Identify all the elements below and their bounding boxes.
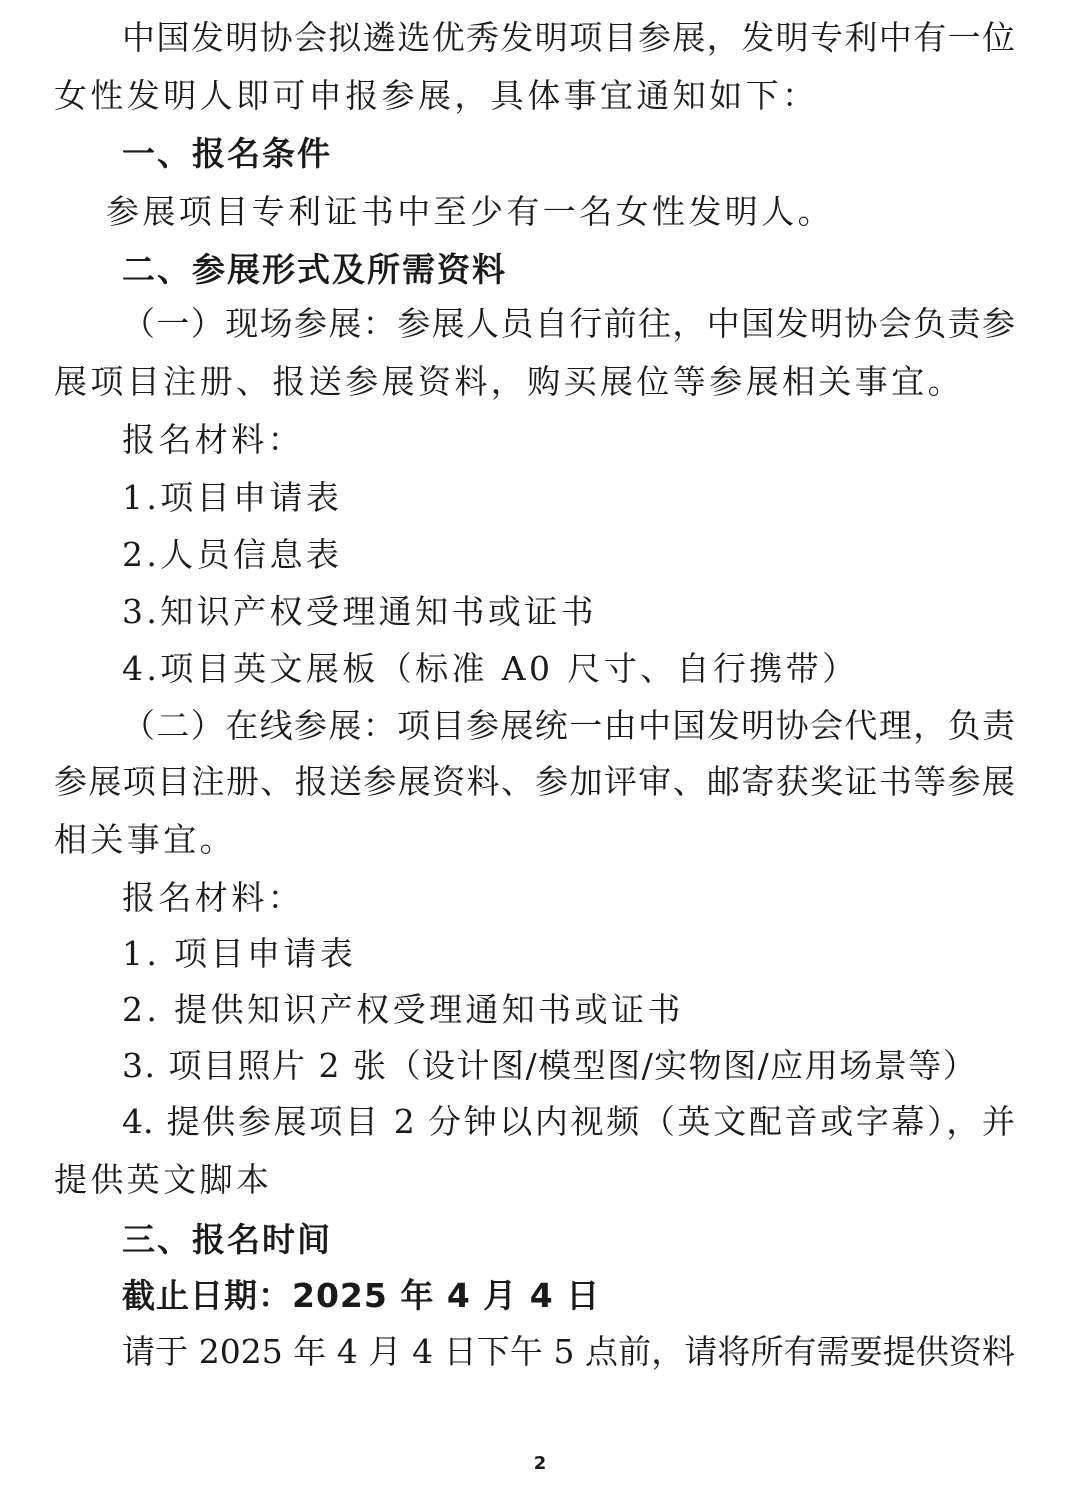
section-heading-3: 三、报名时间	[122, 1220, 332, 1259]
intro-paragraph-line-1: 中国发明协会拟遴选优秀发明项目参展，发明专利中有一位	[122, 18, 1015, 57]
deadline-line: 截止日期：2025 年 4 月 4 日	[122, 1276, 601, 1315]
online-paragraph-line-3: 相关事宜。	[54, 820, 236, 859]
materials-label-2: 报名材料：	[122, 878, 304, 917]
online-material-item-1: 1. 项目申请表	[122, 934, 357, 973]
online-material-item-2: 2. 提供知识产权受理通知书或证书	[122, 990, 684, 1029]
onsite-material-item-3: 3.知识产权受理通知书或证书	[122, 592, 598, 631]
intro-paragraph-line-2: 女性发明人即可申报参展，具体事宜通知如下：	[54, 76, 819, 115]
onsite-material-item-2: 2.人员信息表	[122, 535, 343, 574]
section-heading-2: 二、参展形式及所需资料	[122, 250, 507, 289]
materials-label-1: 报名材料：	[122, 420, 304, 459]
online-material-item-4-line-2: 提供英文脚本	[54, 1160, 273, 1199]
onsite-material-item-4: 4.项目英文展板（标准 A0 尺寸、自行携带）	[122, 649, 859, 688]
online-paragraph-line-1: （二）在线参展：项目参展统一由中国发明协会代理，负责	[122, 706, 1015, 745]
page-number: 2	[533, 1453, 547, 1474]
online-material-item-3: 3. 项目照片 2 张（设计图/模型图/实物图/应用场景等）	[122, 1046, 978, 1085]
onsite-paragraph-line-1: （一）现场参展：参展人员自行前往，中国发明协会负责参	[122, 304, 1015, 343]
online-paragraph-line-2: 参展项目注册、报送参展资料、参加评审、邮寄获奖证书等参展	[54, 762, 1015, 801]
deadline-paragraph-line-1: 请于 2025 年 4 月 4 日下午 5 点前，请将所有需要提供资料	[122, 1332, 1015, 1371]
online-material-item-4-line-1: 4. 提供参展项目 2 分钟以内视频（英文配音或字幕），并	[122, 1102, 1015, 1141]
onsite-paragraph-line-2: 展项目注册、报送参展资料，购买展位等参展相关事宜。	[54, 362, 964, 401]
section-1-text: 参展项目专利证书中至少有一名女性发明人。	[106, 192, 834, 231]
onsite-material-item-1: 1.项目申请表	[122, 478, 343, 517]
section-heading-1: 一、报名条件	[122, 134, 332, 173]
